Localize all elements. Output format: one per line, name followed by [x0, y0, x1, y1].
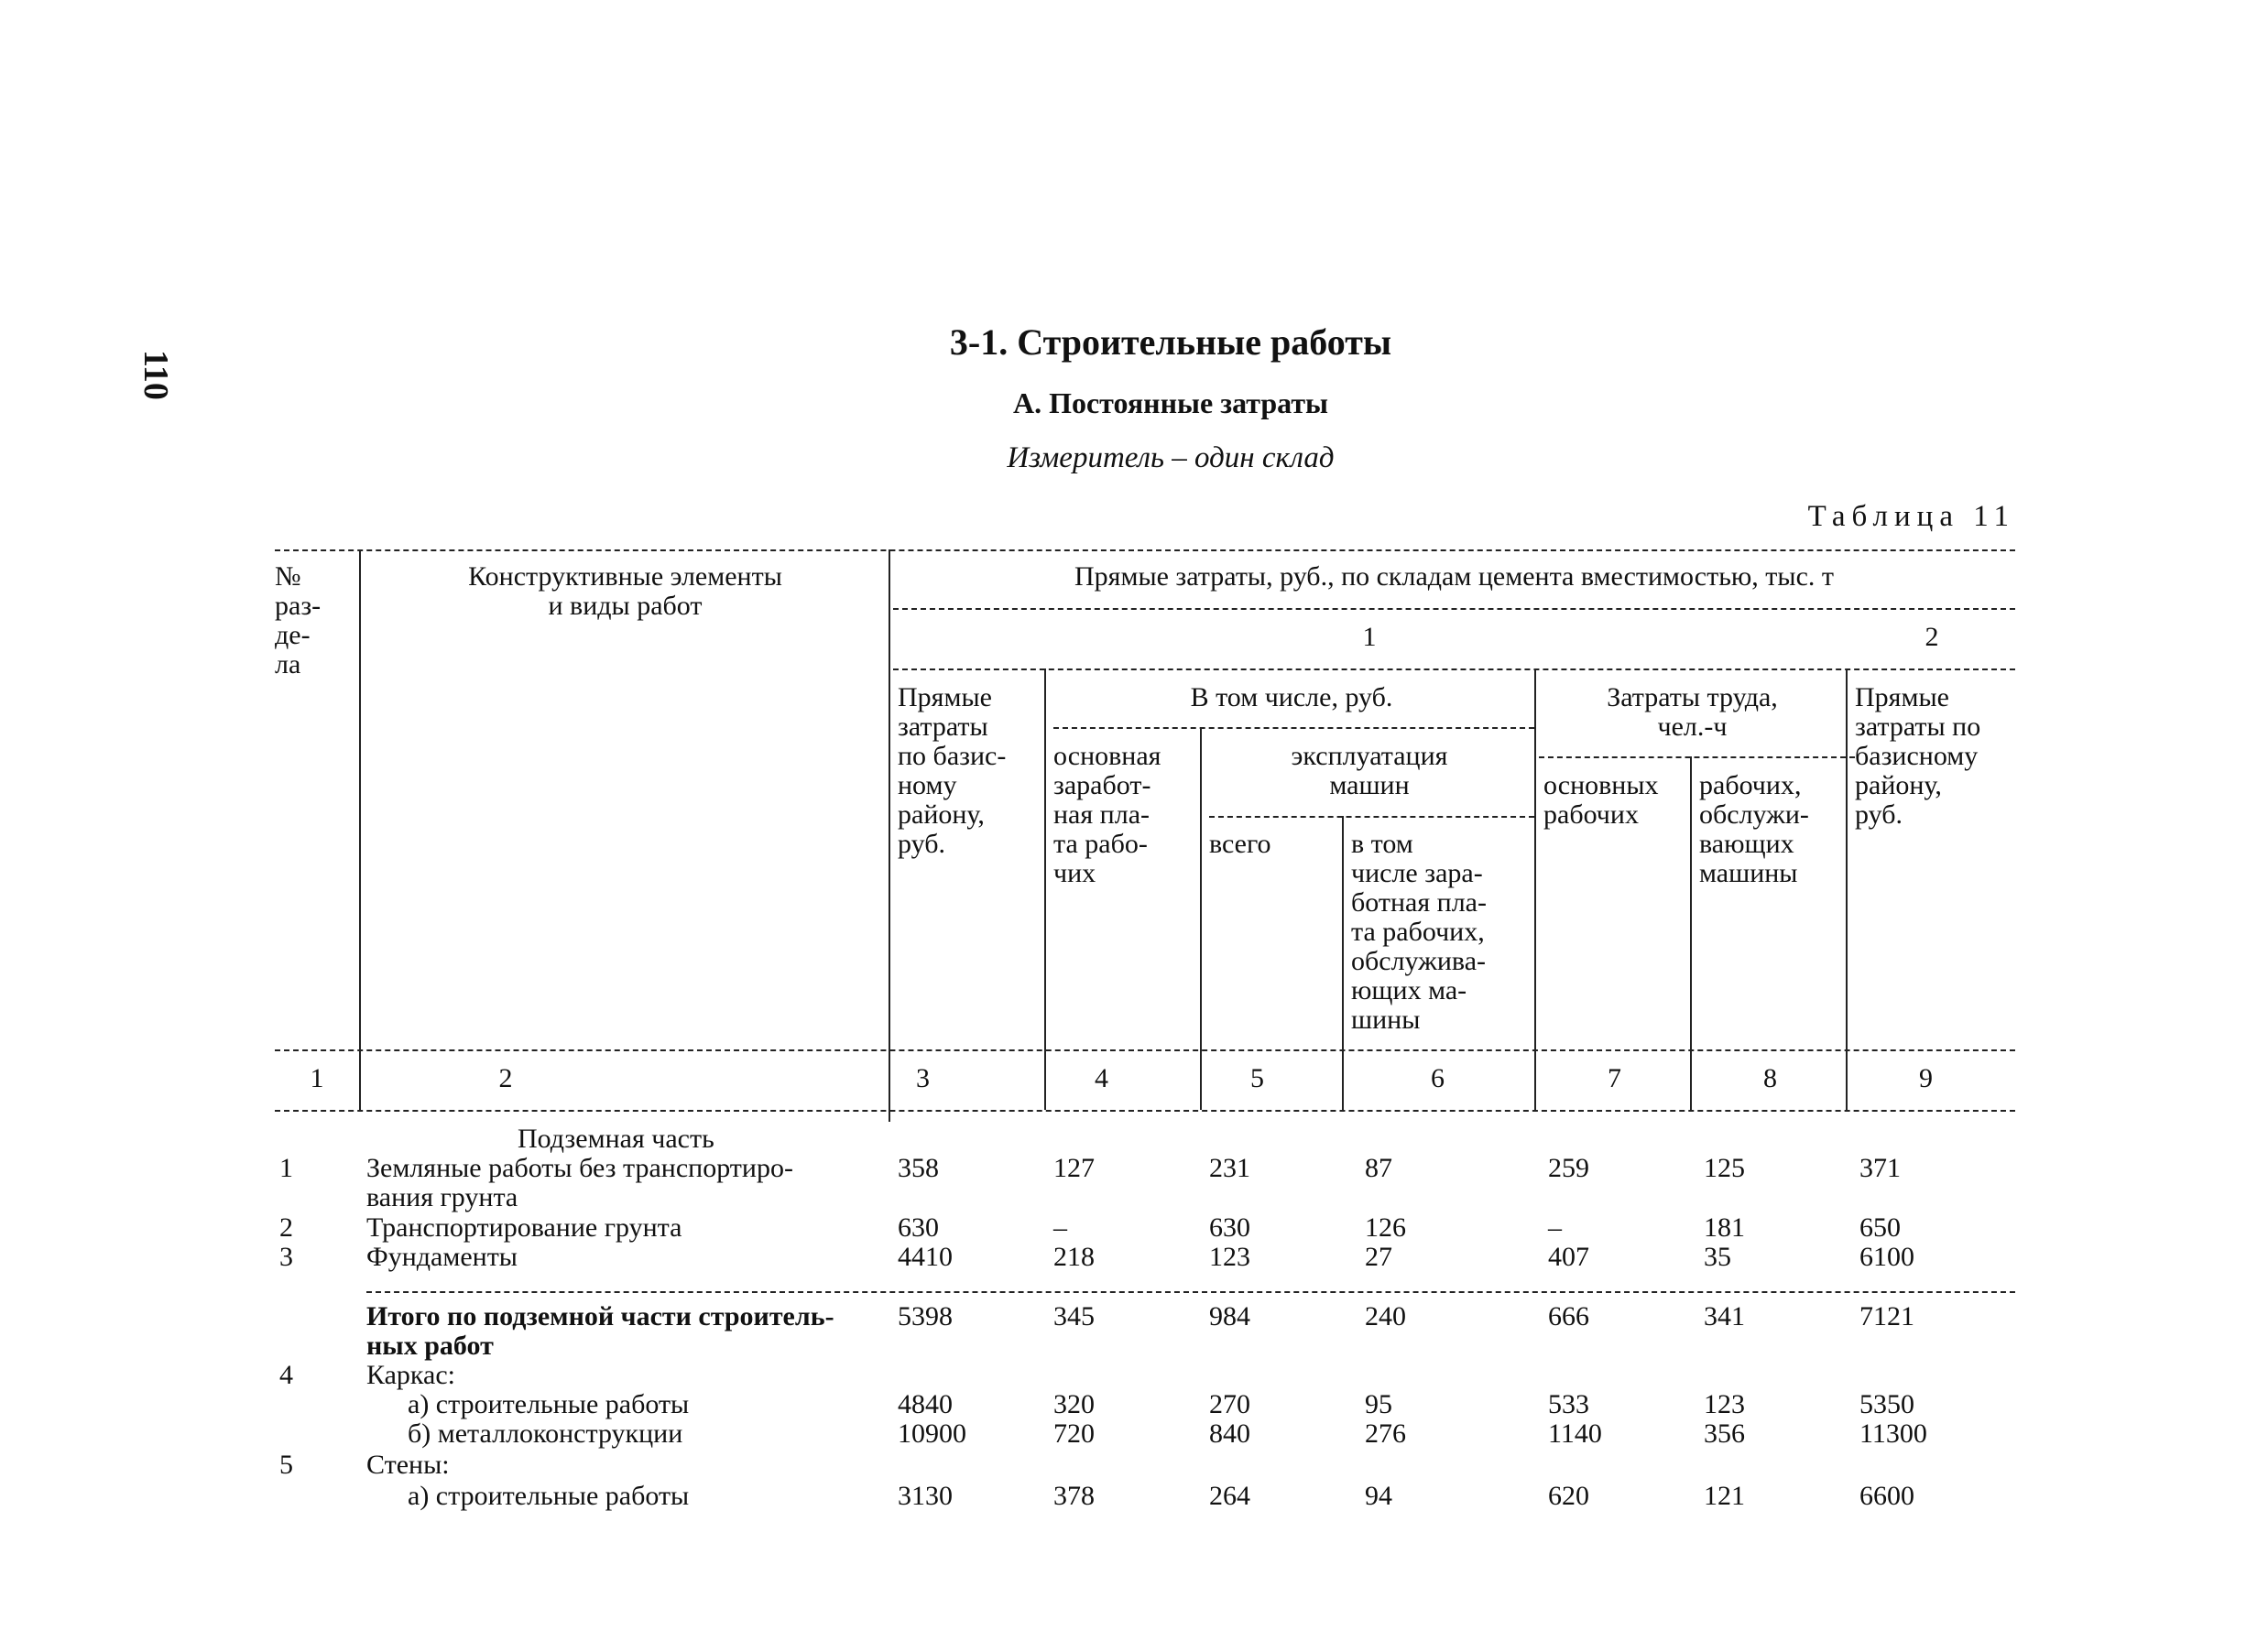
header-text: раз- [275, 591, 322, 621]
cell: 356 [1704, 1418, 1745, 1449]
row-name: Транспортирование грунта [366, 1212, 682, 1243]
rule-subtotal [366, 1291, 2015, 1293]
col-number: 2 [498, 1063, 513, 1093]
col-number: 4 [1095, 1063, 1108, 1093]
vline-4 [1200, 727, 1202, 1110]
header-text: и виды работ [548, 591, 703, 621]
row-name: Стены: [366, 1450, 450, 1480]
header-machine-operation [1205, 742, 1534, 800]
cell: – [1548, 1212, 1562, 1243]
row-name: Фундаменты [366, 1242, 518, 1272]
row-name [366, 1154, 893, 1212]
header-text: вающих [1699, 829, 1794, 859]
cell: 7121 [1859, 1301, 1914, 1331]
col-number: 5 [1250, 1063, 1264, 1093]
cell: 345 [1053, 1301, 1095, 1331]
header-text: ла [275, 649, 301, 679]
header-text: де- [275, 620, 311, 650]
section-title: 3-1. Строительные работы [949, 321, 1392, 363]
row-number: 4 [279, 1360, 293, 1390]
cell: 1140 [1548, 1418, 1602, 1449]
rule-top [275, 549, 2015, 551]
cell: 11300 [1859, 1418, 1927, 1449]
page-number: 110 [136, 350, 175, 400]
header-text: основных [1543, 770, 1659, 800]
header-direct-costs [898, 683, 1044, 859]
cell: 840 [1209, 1418, 1250, 1449]
measure-unit: Измеритель – один склад [1007, 441, 1335, 474]
row-name-line: Итого по подземной части строитель- [366, 1301, 834, 1331]
cell: 371 [1859, 1153, 1901, 1183]
header-elements [362, 562, 889, 621]
header-text: району, [898, 799, 985, 830]
cell: 276 [1365, 1418, 1406, 1449]
header-text: базисному [1855, 741, 1979, 771]
row-number: 5 [279, 1450, 293, 1480]
cell: 231 [1209, 1153, 1250, 1183]
cell: 4840 [898, 1389, 953, 1419]
cell: 123 [1209, 1242, 1250, 1272]
header-text: руб. [1855, 799, 1903, 830]
cell: 218 [1053, 1242, 1095, 1272]
header-text: ному [898, 770, 957, 800]
row-name-line: вания грунта [366, 1182, 518, 1212]
header-text: затраты по [1855, 712, 1981, 742]
vline-1 [359, 549, 361, 1110]
row-name-line: ных работ [366, 1331, 494, 1361]
header-text: эксплуатация [1291, 741, 1448, 771]
cell: 94 [1365, 1481, 1392, 1511]
header-text: та рабочих, [1351, 917, 1485, 947]
cell: 984 [1209, 1301, 1250, 1331]
cell: 650 [1859, 1212, 1901, 1243]
cell: 4410 [898, 1242, 953, 1272]
header-text: району, [1855, 770, 1942, 800]
header-text: Затраты труда, [1607, 682, 1778, 712]
vline-5 [1342, 816, 1344, 1110]
cell: 6100 [1859, 1242, 1914, 1272]
header-labor [1539, 683, 1846, 742]
header-text: рабочих [1543, 799, 1639, 830]
cell: 3130 [898, 1481, 953, 1511]
cell: 27 [1365, 1242, 1392, 1272]
header-text: в том [1351, 829, 1413, 859]
row-number: 2 [279, 1212, 293, 1243]
cell: 5350 [1859, 1389, 1914, 1419]
header-machine-workers [1699, 771, 1846, 888]
cell: 407 [1548, 1242, 1589, 1272]
cell: 533 [1548, 1389, 1589, 1419]
header-including: В том числе, руб. [1190, 682, 1393, 712]
header-base-wage [1053, 742, 1200, 888]
header-machine-wage [1351, 830, 1534, 1035]
col-number: 7 [1608, 1063, 1621, 1093]
header-total: всего [1209, 829, 1271, 859]
header-direct-costs-2 [1855, 683, 2015, 830]
table-label: Таблица 11 [1807, 500, 2015, 533]
header-section-number [275, 562, 357, 679]
row-name: а) строительные работы [408, 1481, 690, 1511]
cell: 181 [1704, 1212, 1745, 1243]
header-text: по базис- [898, 741, 1007, 771]
col-number: 9 [1919, 1063, 1933, 1093]
rule-labor [1539, 756, 1855, 758]
cell: 10900 [898, 1418, 966, 1449]
rule-colnum-bottom [275, 1110, 2015, 1112]
cell: 666 [1548, 1301, 1589, 1331]
vline-7 [1690, 756, 1692, 1110]
header-text: заработ- [1053, 770, 1151, 800]
cell: 126 [1365, 1212, 1406, 1243]
cell: 630 [1209, 1212, 1250, 1243]
header-text: ботная пла- [1351, 887, 1487, 918]
cell: 358 [898, 1153, 939, 1183]
row-number: 1 [279, 1153, 293, 1183]
header-text: ная пла- [1053, 799, 1150, 830]
cell: 123 [1704, 1389, 1745, 1419]
header-text: обслужи- [1699, 799, 1809, 830]
header-text: та рабо- [1053, 829, 1148, 859]
row-number: 3 [279, 1242, 293, 1272]
section-heading: Подземная часть [518, 1124, 714, 1154]
header-text: обслужива- [1351, 946, 1487, 976]
rule-group [893, 608, 2015, 610]
header-text: затраты [898, 712, 988, 742]
cell: 720 [1053, 1418, 1095, 1449]
cell: 630 [898, 1212, 939, 1243]
header-group-1: 1 [1362, 622, 1377, 652]
header-main-workers [1543, 771, 1690, 830]
rule-incl [1053, 727, 1534, 729]
rule-machine [1209, 816, 1534, 818]
col-number: 6 [1431, 1063, 1445, 1093]
cell: – [1053, 1212, 1067, 1243]
header-group-title: Прямые затраты, руб., по складам цемента вместимостью, тыс. т [1074, 561, 1834, 592]
cell: 259 [1548, 1153, 1589, 1183]
row-name: а) строительные работы [408, 1389, 690, 1419]
subsection-title: А. Постоянные затраты [1012, 386, 1329, 419]
cell: 125 [1704, 1153, 1745, 1183]
vline-6 [1534, 668, 1536, 1110]
cell: 378 [1053, 1481, 1095, 1511]
cell: 240 [1365, 1301, 1406, 1331]
header-text: числе зара- [1351, 858, 1483, 888]
vline-2 [889, 549, 890, 1122]
header-text: Прямые [1855, 682, 1949, 712]
header-group-2: 2 [1925, 622, 1939, 652]
header-text: чел.-ч [1657, 712, 1728, 742]
row-name: б) металлоконструкции [408, 1418, 683, 1449]
cell: 320 [1053, 1389, 1095, 1419]
header-text: шины [1351, 1005, 1421, 1035]
col-number: 3 [916, 1063, 930, 1093]
header-text: № [275, 561, 301, 592]
cell: 620 [1548, 1481, 1589, 1511]
cell: 341 [1704, 1301, 1745, 1331]
header-text: машин [1329, 770, 1410, 800]
header-text: основная [1053, 741, 1161, 771]
cell: 121 [1704, 1481, 1745, 1511]
cell: 127 [1053, 1153, 1095, 1183]
col-number: 8 [1763, 1063, 1777, 1093]
cell: 6600 [1859, 1481, 1914, 1511]
cell: 87 [1365, 1153, 1392, 1183]
header-text: чих [1053, 858, 1096, 888]
cell: 270 [1209, 1389, 1250, 1419]
row-name-line: Земляные работы без транспортиро- [366, 1153, 793, 1183]
rule-header-bottom [275, 1049, 2015, 1051]
cost-table [275, 549, 2015, 1557]
row-name: Каркас: [366, 1360, 456, 1390]
cell: 35 [1704, 1242, 1731, 1272]
header-text: машины [1699, 858, 1798, 888]
header-text: Прямые [898, 682, 992, 712]
col-number: 1 [310, 1063, 324, 1093]
cell: 5398 [898, 1301, 953, 1331]
cell: 95 [1365, 1389, 1392, 1419]
header-text: ющих ма- [1351, 975, 1467, 1005]
vline-3 [1044, 668, 1046, 1110]
header-text: рабочих, [1699, 770, 1802, 800]
header-text: Конструктивные элементы [468, 561, 782, 592]
total-row-name [366, 1302, 893, 1361]
header-text: руб. [898, 829, 945, 859]
cell: 264 [1209, 1481, 1250, 1511]
vline-8 [1846, 668, 1848, 1110]
